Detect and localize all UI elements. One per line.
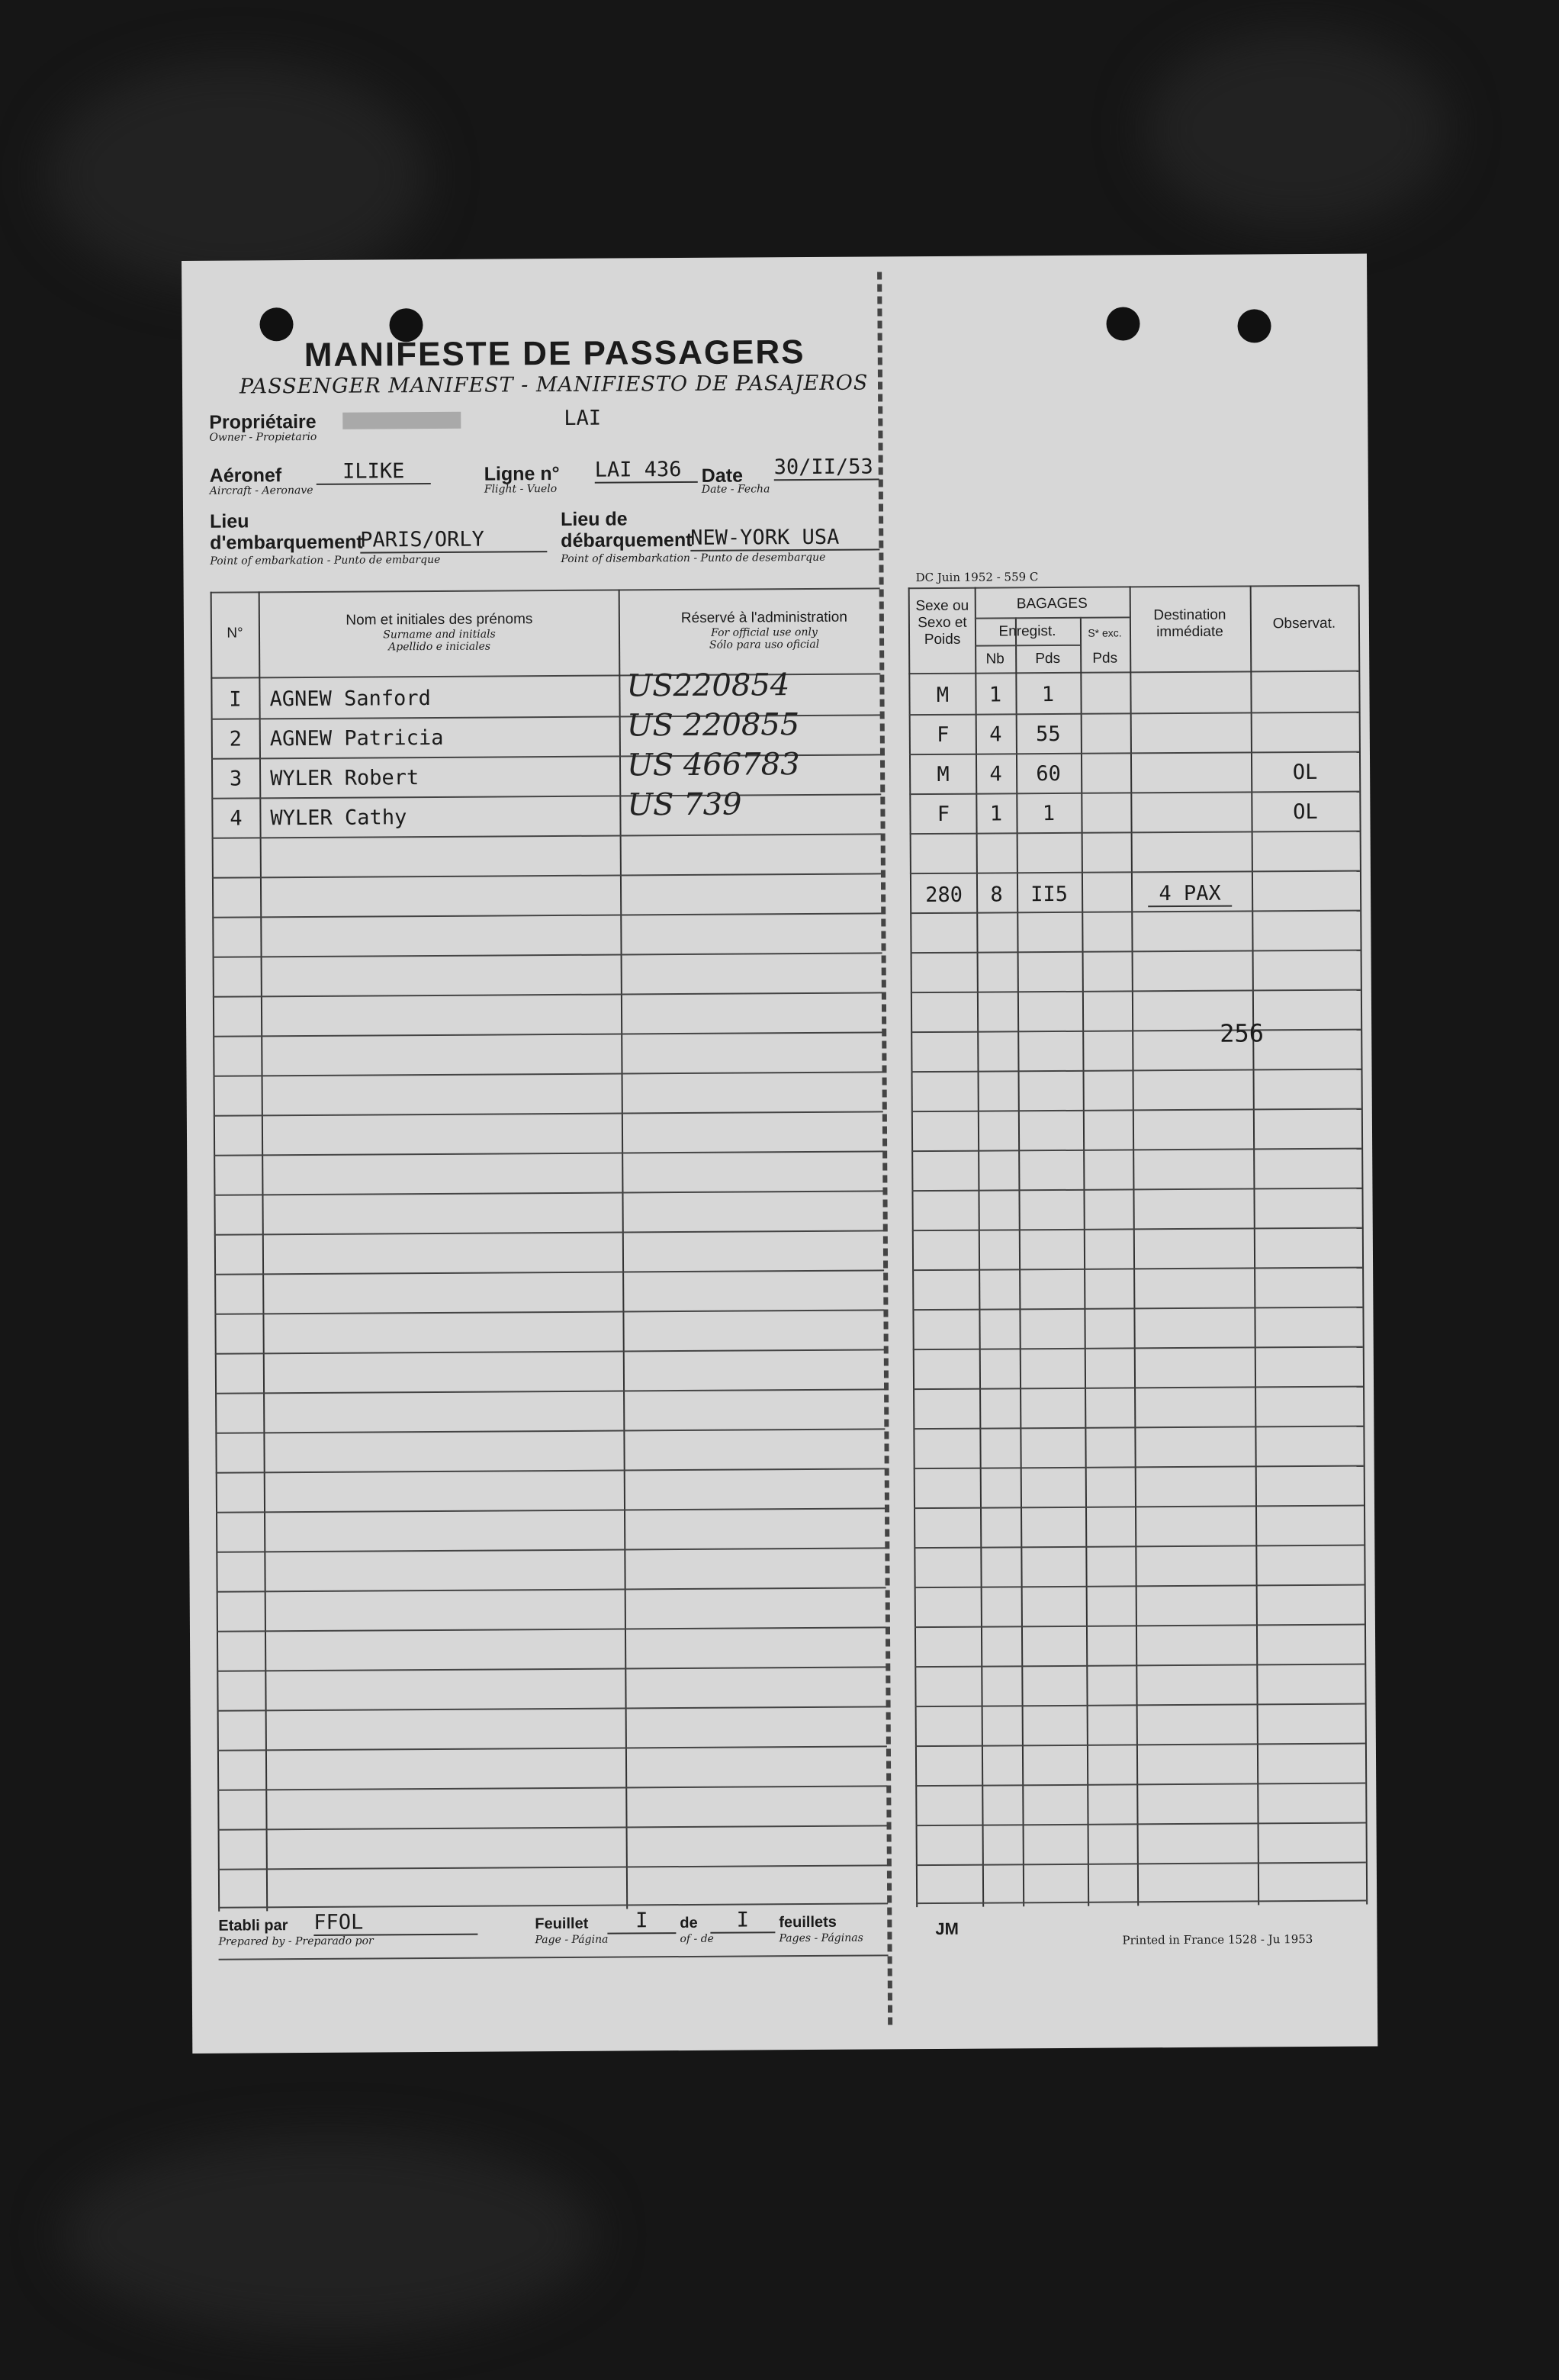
row-3-no: 3 (229, 767, 243, 791)
header-nb: Nb (985, 651, 1005, 667)
row-4-observ: OL (1293, 799, 1318, 825)
total-pax: 4 PAX (1148, 882, 1232, 908)
embark-label-line2: d'embarquement (210, 531, 363, 554)
header-bagages: BAGAGES (1016, 595, 1088, 613)
row-rule (216, 1468, 886, 1473)
row-1-pds: 1 (1041, 683, 1055, 707)
initials: JM (935, 1918, 960, 1939)
col-rule (1358, 585, 1368, 1905)
table-top-line-left (211, 587, 880, 593)
row-1-no: I (229, 687, 242, 712)
header-official (620, 609, 908, 651)
owner-label: Propriétaire (209, 410, 317, 433)
header-official-sub-en: For official use only (711, 626, 818, 639)
manifest-page (182, 254, 1377, 2054)
row-1-sex: M (936, 683, 950, 707)
line-label: Ligne n° (484, 462, 560, 485)
prepared-label: Etabli par (218, 1917, 288, 1935)
header-official-label: Réservé à l'administration (680, 609, 847, 627)
disembark-label-line2: débarquement (561, 529, 693, 552)
embark-sublabel: Point of embarkation - Punto de embarque (210, 553, 441, 568)
of-value: I (710, 1908, 775, 1934)
of-label: de (680, 1914, 698, 1932)
row-1-nb: 1 (988, 683, 1002, 707)
row-2-no: 2 (229, 727, 243, 751)
row-4-official: US 739 (627, 786, 742, 823)
bagages-sub-line (975, 616, 1130, 619)
row-3-name: WYLER Robert (270, 766, 419, 791)
row-1-name: AGNEW Sanford (269, 687, 431, 712)
row-2-sex: F (937, 722, 950, 747)
row-rule (217, 1626, 886, 1632)
col-rule (1080, 617, 1089, 1906)
row-2-nb: 4 (989, 722, 1002, 747)
header-observations: Observat. (1272, 615, 1336, 632)
header-pds: Pds (1035, 650, 1061, 667)
form-title: MANIFESTE DE PASSAGERS (304, 333, 805, 375)
row-2-name: AGNEW Patricia (269, 725, 444, 751)
row-rule (214, 1230, 884, 1235)
row-rule (218, 1864, 888, 1870)
of-sublabel: of - de (680, 1932, 714, 1946)
row-rule (215, 1388, 885, 1394)
sheet-sublabel: Page - Página (535, 1933, 609, 1947)
row-rule (214, 1150, 883, 1156)
header-destination: Destination immédiate (1153, 606, 1226, 641)
row-rule (212, 912, 882, 918)
form-code: DC Juin 1952 - 559 C (915, 570, 1039, 585)
embark-value: PARIS/ORLY (360, 527, 547, 553)
row-rule (214, 1309, 884, 1314)
disembark-value: NEW-YORK USA (690, 525, 879, 552)
row-rule (214, 1071, 883, 1076)
header-name-sub-en: Surname and initials (383, 628, 496, 642)
col-rule (259, 591, 268, 1911)
row-3-observ: OL (1292, 760, 1318, 785)
prepared-value: FFOL (313, 1910, 477, 1936)
total-pds: II5 (1030, 882, 1069, 907)
header-enregist: Enregist. (998, 623, 1056, 640)
row-rule (211, 793, 881, 799)
row-rule (213, 992, 882, 997)
row-rule (216, 1547, 886, 1552)
enregist-sub-line (975, 645, 1080, 647)
embark-label-line1: Lieu (210, 510, 249, 532)
row-2-official: US 220855 (626, 707, 800, 744)
line-sublabel: Flight - Vuelo (484, 482, 558, 496)
aircraft-label: Aéronef (209, 465, 282, 487)
aircraft-sublabel: Aircraft - Aeronave (209, 484, 313, 497)
row-2-observ (1251, 721, 1359, 722)
row-rule (215, 1349, 885, 1354)
date-label: Date (701, 465, 744, 487)
sheet-label: Feuillet (535, 1915, 589, 1933)
header-name (260, 611, 619, 654)
row-4-name: WYLER Cathy (270, 806, 407, 831)
row-4-sex: F (937, 802, 950, 826)
line-value: LAI 436 (595, 458, 698, 484)
row-rule (214, 1269, 884, 1275)
redaction-block (342, 412, 461, 429)
annotation-256: 256 (1220, 1018, 1265, 1048)
footer-bottom-line (219, 1954, 889, 1960)
footer-top-line-left (218, 1902, 888, 1908)
header-excess: S* exc. (1088, 626, 1122, 639)
sheets-sublabel: Pages - Páginas (779, 1931, 863, 1945)
punch-hole (259, 307, 293, 341)
row-rule (217, 1587, 886, 1592)
total-nb: 8 (990, 883, 1003, 907)
owner-value: LAI (564, 406, 602, 430)
sheet-value: I (607, 1909, 676, 1935)
row-rule (217, 1785, 887, 1790)
row-3-sex: M (937, 762, 950, 786)
row-3-nb: 4 (989, 762, 1002, 786)
col-rule (1130, 586, 1140, 1906)
row-4-no: 4 (230, 806, 243, 831)
date-sublabel: Date - Fecha (701, 483, 770, 496)
row-rule (212, 873, 882, 878)
disembark-sublabel: Point of disembarkation - Punto de desembarque (561, 551, 826, 565)
row-3-pds: 60 (1036, 761, 1061, 786)
row-rule (213, 1031, 882, 1037)
form-subtitle: PASSENGER MANIFEST - MANIFIESTO DE PASAJEROS (239, 371, 869, 399)
printed-in-france: Printed in France 1528 - Ju 1953 (1122, 1931, 1313, 1947)
row-1-observ (1250, 681, 1358, 682)
row-rule (214, 1190, 883, 1195)
row-4-pds: 1 (1042, 802, 1056, 826)
row-rule (217, 1706, 887, 1711)
row-rule (215, 1428, 885, 1433)
sheets-label: feuillets (779, 1913, 837, 1931)
date-value: 30/II/53 (774, 455, 879, 481)
header-name-sub-es: Apellido e iniciales (388, 640, 491, 654)
row-4-nb: 1 (989, 802, 1003, 826)
row-rule (214, 1111, 883, 1116)
punch-hole (1106, 307, 1140, 340)
total-weight: 280 (925, 883, 963, 908)
row-3-official: US 466783 (626, 747, 800, 783)
row-1-official: US220854 (626, 667, 790, 704)
row-rule (216, 1507, 886, 1513)
header-official-sub-es: Sólo para uso oficial (709, 638, 820, 651)
row-rule (212, 833, 882, 838)
row-rule (217, 1666, 886, 1671)
punch-hole (1237, 309, 1271, 343)
prepared-sublabel: Prepared by - Preparado por (218, 1935, 374, 1948)
header-sex-weight: Sexe ou Sexo et Poids (915, 597, 969, 648)
header-name-label: Nom et initiales des prénoms (346, 611, 533, 629)
aircraft-value: ILIKE (317, 459, 431, 485)
header-no: N° (227, 625, 243, 642)
disembark-label-line1: Lieu de (560, 508, 628, 530)
row-rule (217, 1745, 887, 1751)
header-excess-pds: Pds (1092, 650, 1118, 667)
owner-sublabel: Owner - Propietario (209, 430, 317, 444)
row-rule (218, 1825, 888, 1830)
row-rule (213, 952, 882, 957)
row-2-pds: 55 (1035, 722, 1061, 747)
